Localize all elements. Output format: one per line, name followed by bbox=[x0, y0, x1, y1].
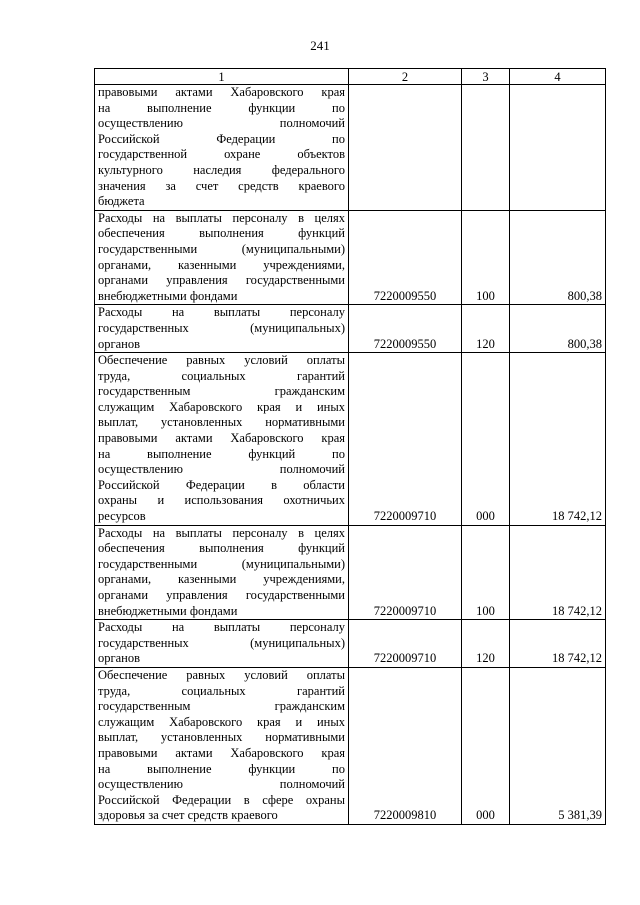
description-line: государственных (муниципальных) bbox=[98, 320, 345, 335]
table-row bbox=[95, 353, 606, 526]
description-line: правовыми актами Хабаровского края bbox=[98, 431, 345, 446]
description-line: государственным гражданским bbox=[98, 384, 345, 399]
description-line: внебюджетными фондами bbox=[98, 603, 238, 618]
row-description bbox=[95, 210, 349, 305]
description-line: органами управления государственными bbox=[98, 273, 345, 288]
column-header-3: 3 bbox=[462, 69, 510, 85]
description-line: органов bbox=[98, 336, 141, 351]
description-line: труда, социальных гарантий bbox=[98, 683, 345, 698]
description-line: Расходы на выплаты персоналу bbox=[98, 305, 345, 320]
row-description bbox=[95, 667, 349, 824]
description-line: бюджета bbox=[98, 194, 145, 209]
description-line: здоровья за счет средств краевого bbox=[98, 808, 278, 823]
row-target-code: 7220009710 bbox=[349, 525, 462, 620]
description-line: правовыми актами Хабаровского края bbox=[98, 745, 345, 760]
table-row bbox=[95, 305, 606, 353]
row-expense-type bbox=[462, 85, 510, 211]
description-line: труда, социальных гарантий bbox=[98, 368, 345, 383]
row-expense-type: 120 bbox=[462, 305, 510, 353]
description-line: государственными (муниципальными) bbox=[98, 241, 345, 256]
description-line: на выполнение функций по bbox=[98, 446, 345, 461]
description-line: служащим Хабаровского края и иных bbox=[98, 399, 345, 414]
description-line: Российской Федерации в сфере охраны bbox=[98, 792, 345, 807]
row-target-code: 7220009810 bbox=[349, 667, 462, 824]
description-line: государственным гражданским bbox=[98, 699, 345, 714]
description-line: государственными (муниципальными) bbox=[98, 556, 345, 571]
description-line: Расходы на выплаты персоналу в целях bbox=[98, 525, 345, 540]
column-header-1: 1 bbox=[95, 69, 349, 85]
description-line: служащим Хабаровского края и иных bbox=[98, 714, 345, 729]
description-line: Обеспечение равных условий оплаты bbox=[98, 667, 345, 682]
description-line: Расходы на выплаты персоналу в целях bbox=[98, 210, 345, 225]
description-line: осуществлению полномочий bbox=[98, 462, 345, 477]
row-amount: 18 742,12 bbox=[510, 620, 606, 668]
row-target-code: 7220009710 bbox=[349, 353, 462, 526]
description-line: органами, казенными учреждениями, bbox=[98, 572, 345, 587]
description-line: органами управления государственными bbox=[98, 588, 345, 602]
description-line: государственных (муниципальных) bbox=[98, 635, 345, 650]
description-line: выплат, установленных нормативными bbox=[98, 730, 345, 745]
row-description bbox=[95, 620, 349, 668]
table-row bbox=[95, 85, 606, 211]
table-row bbox=[95, 620, 606, 668]
description-line: внебюджетными фондами bbox=[98, 288, 238, 303]
description-line: на выполнение функции по bbox=[98, 761, 345, 776]
description-line: правовыми актами Хабаровского края bbox=[98, 85, 345, 99]
row-expense-type: 100 bbox=[462, 210, 510, 305]
description-line: значения за счет средств краевого bbox=[98, 178, 345, 193]
row-amount: 800,38 bbox=[510, 305, 606, 353]
row-expense-type: 000 bbox=[462, 667, 510, 824]
row-target-code: 7220009710 bbox=[349, 620, 462, 668]
row-description bbox=[95, 353, 349, 526]
column-header-4: 4 bbox=[510, 69, 606, 85]
description-line: ресурсов bbox=[98, 509, 146, 524]
row-expense-type: 100 bbox=[462, 525, 510, 620]
description-line: обеспечения выполнения функций bbox=[98, 541, 345, 556]
description-line: Российской Федерации по bbox=[98, 131, 345, 146]
row-description bbox=[95, 525, 349, 620]
description-line: на выполнение функции по bbox=[98, 100, 345, 115]
table-row bbox=[95, 667, 606, 824]
description-line: Расходы на выплаты персоналу bbox=[98, 620, 345, 635]
description-line: культурного наследия федерального bbox=[98, 162, 345, 177]
description-line: органами, казенными учреждениями, bbox=[98, 257, 345, 272]
row-amount: 800,38 bbox=[510, 210, 606, 305]
budget-table bbox=[94, 68, 606, 825]
row-amount: 18 742,12 bbox=[510, 525, 606, 620]
row-target-code: 7220009550 bbox=[349, 210, 462, 305]
row-amount: 18 742,12 bbox=[510, 353, 606, 526]
table-row bbox=[95, 210, 606, 305]
row-amount: 5 381,39 bbox=[510, 667, 606, 824]
description-line: обеспечения выполнения функций bbox=[98, 226, 345, 241]
description-line: осуществлению полномочий bbox=[98, 116, 345, 131]
description-line: охраны и использования охотничьих bbox=[98, 493, 345, 508]
description-line: Обеспечение равных условий оплаты bbox=[98, 353, 345, 368]
row-target-code bbox=[349, 85, 462, 211]
row-amount bbox=[510, 85, 606, 211]
description-line: государственной охране объектов bbox=[98, 147, 345, 162]
row-description bbox=[95, 305, 349, 353]
row-expense-type: 000 bbox=[462, 353, 510, 526]
row-description bbox=[95, 85, 349, 211]
table-row bbox=[95, 525, 606, 620]
row-target-code: 7220009550 bbox=[349, 305, 462, 353]
row-expense-type: 120 bbox=[462, 620, 510, 668]
description-line: выплат, установленных нормативными bbox=[98, 415, 345, 430]
description-line: органов bbox=[98, 651, 141, 666]
description-line: Российской Федерации в области bbox=[98, 477, 345, 492]
column-header-2: 2 bbox=[349, 69, 462, 85]
page-number: 241 bbox=[310, 38, 330, 53]
table-header-row bbox=[95, 69, 606, 85]
description-line: осуществлению полномочий bbox=[98, 777, 345, 792]
